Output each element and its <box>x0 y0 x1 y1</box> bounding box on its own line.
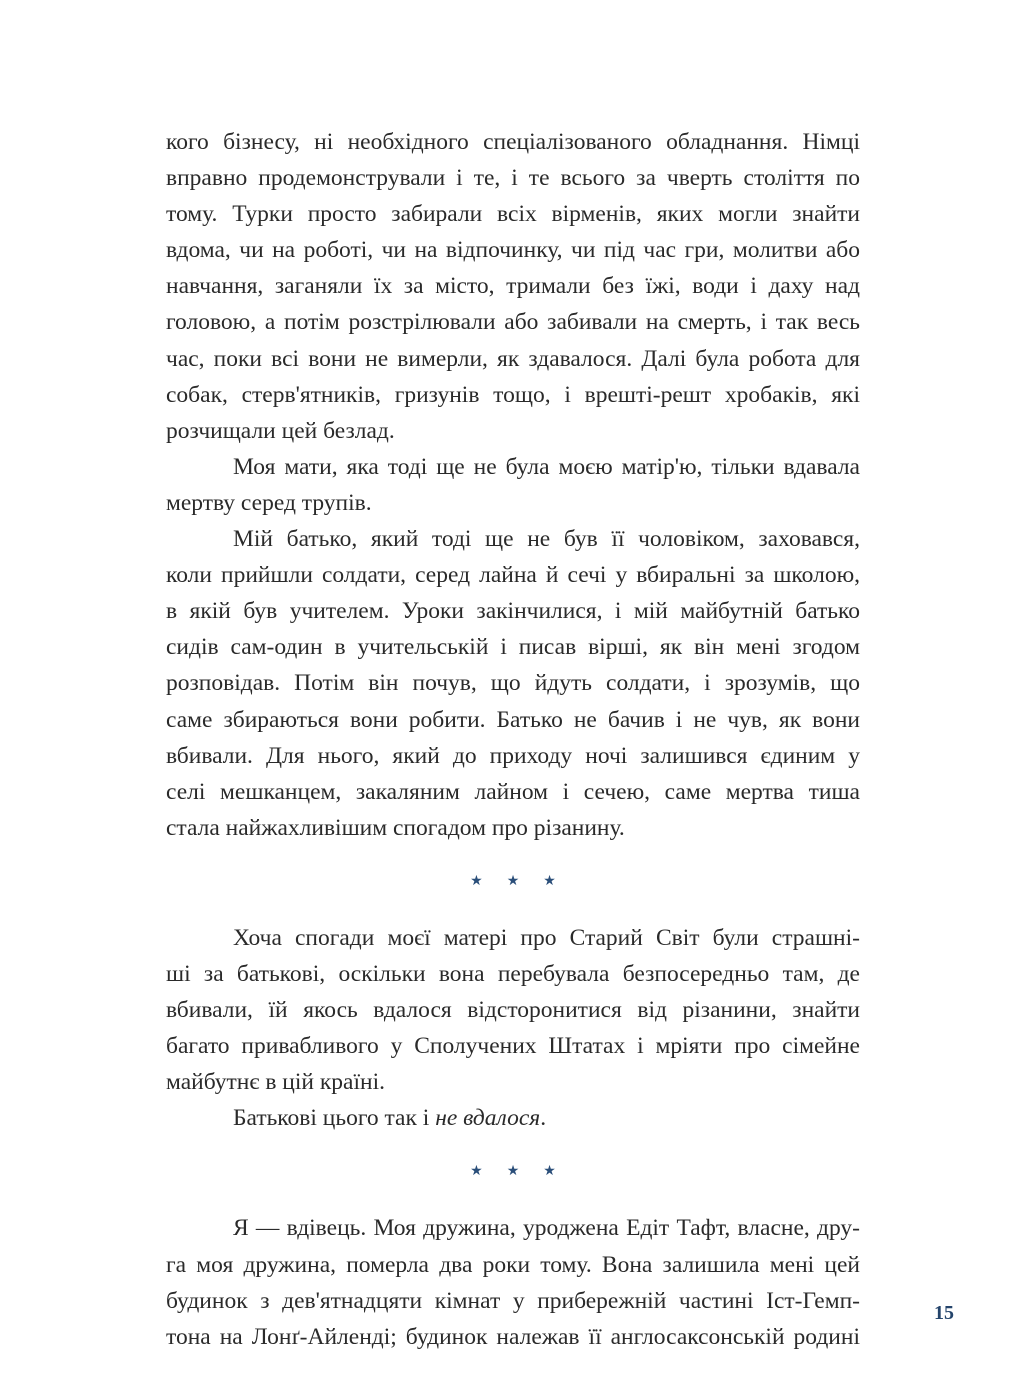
star-icon: ★ <box>543 1164 556 1180</box>
text-line: розчищали цей безлад. <box>166 417 395 444</box>
text-line: час, поки всі вони не вимерли, як здавалося. Далі була робота для <box>166 345 860 372</box>
text-line: кого бізнесу, ні необхідного спеціалізованого обладнання. Німці <box>166 129 860 155</box>
text-section-1 <box>166 124 860 846</box>
star-icon: ★ <box>543 873 556 889</box>
text-line: стала найжахливішим спогадом про різанину. <box>166 814 625 841</box>
page-number: 15 <box>934 1302 954 1324</box>
plain-text: . <box>540 1105 547 1132</box>
plain-text: Батькові цього так і <box>233 1105 436 1132</box>
text-line: собак, стерв'ятників, гризунів тощо, і врешті-решт хробаків, які <box>166 381 860 408</box>
text-line: майбутнє в цій країні. <box>166 1069 385 1096</box>
text-line: розповідав. Потім він почув, що йдуть солдати, і зрозумів, що <box>166 670 860 697</box>
text-line: тона на Лонґ-Айленді; будинок належав її англосаксонській родині <box>166 1323 860 1350</box>
text-line: в якій був учителем. Уроки закінчилися, і мій майбутній батько <box>166 598 860 625</box>
paragraph-4 <box>166 920 860 1100</box>
text-line: га моя дружина, померла два роки тому. Вона залишила мені цей <box>166 1251 860 1278</box>
text-line: сидів сам-один в учительській і писав вірші, як він мені згодом <box>166 634 860 661</box>
text-line: Моя мати, яка тоді ще не була моєю матір'ю, тільки вдавала <box>233 453 860 480</box>
text-section-3 <box>166 1210 860 1354</box>
star-icon: ★ <box>506 1164 520 1180</box>
paragraph-3 <box>166 521 860 846</box>
text-line: будинок з дев'ятнадцяти кімнат у прибережній частині Іст-Гемп- <box>166 1287 860 1314</box>
text-line: тому. Турки просто забирали всіх вірменів, яких могли знайти <box>166 201 860 228</box>
section-separator-2 <box>166 1142 860 1202</box>
paragraph-2 <box>166 449 860 521</box>
star-icon: ★ <box>470 1164 483 1180</box>
text-line: вбивали. Для нього, який до приходу ночі залишився єдиним у <box>166 742 860 769</box>
text-line: вправно продемонстрували і те, і те всього за чверть століття по <box>166 165 860 192</box>
text-line: селі мешканцем, закаляним лайном і сечею, саме мертва тиша <box>166 778 860 805</box>
text-line: Мій батько, який тоді ще не був її чоловіком, заховався, <box>233 526 860 553</box>
text-line <box>166 1100 860 1136</box>
text-line: навчання, заганяли їх за місто, тримали без їжі, води і даху над <box>166 273 860 300</box>
star-icon: ★ <box>470 873 483 889</box>
text-line: вдома, чи на роботі, чи на відпочинку, чи під час гри, молитви або <box>166 237 860 264</box>
paragraph-6 <box>166 1210 860 1354</box>
italic-emphasis: не вдалося <box>435 1105 541 1132</box>
text-line: Я — вдівець. Моя дружина, уроджена Едіт Тафт, власне, дру- <box>233 1215 860 1242</box>
text-line: мертву серед трупів. <box>166 489 372 516</box>
text-line: Хоча спогади моєї матері про Старий Світ були страшні- <box>233 924 860 951</box>
text-line: багато привабливого у Сполучених Штатах і мріяти про сімейне <box>166 1033 860 1060</box>
text-line: коли прийшли солдати, серед лайна й сечі у вбиральні за школою, <box>166 562 860 589</box>
text-section-2 <box>166 920 860 1137</box>
section-separator-1 <box>166 852 860 912</box>
text-line: саме збираються вони робити. Батько не бачив і не чув, як вони <box>166 706 860 733</box>
paragraph-5 <box>166 1100 860 1136</box>
star-icon: ★ <box>506 873 520 889</box>
text-line: вбивали, їй якось вдалося відсторонитися від різанини, знайти <box>166 997 860 1024</box>
text-line: ші за батькові, оскільки вона перебувала безпосередньо там, де <box>166 960 860 987</box>
book-page-body <box>166 124 860 1355</box>
paragraph-1 <box>166 124 860 449</box>
text-line: головою, а потім розстрілювали або забивали на смерть, і так весь <box>166 309 860 336</box>
